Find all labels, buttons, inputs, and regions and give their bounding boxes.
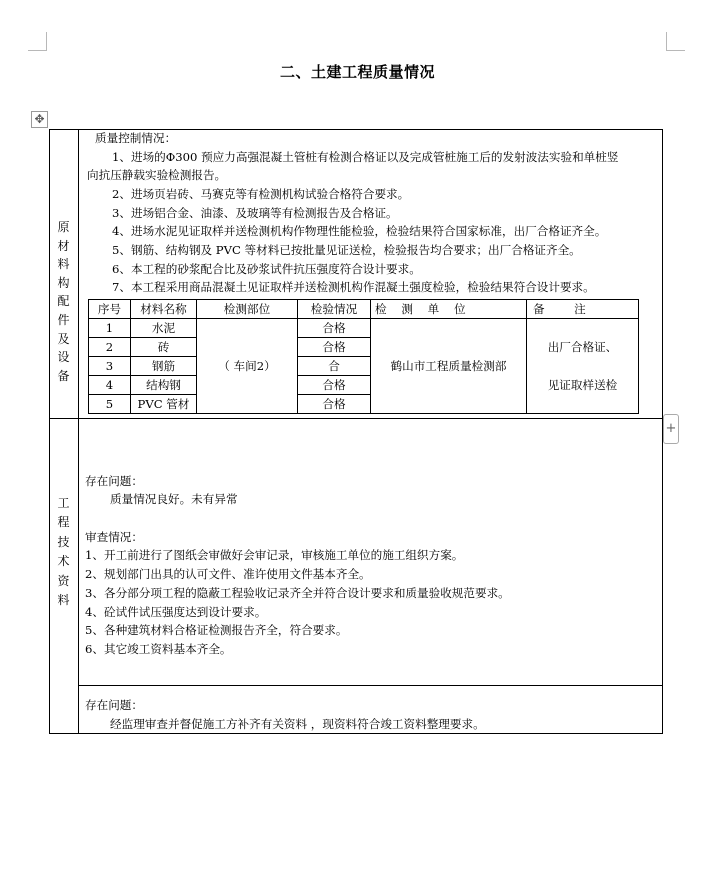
list-item: 4、砼试件试压强度达到设计要求。 bbox=[85, 605, 267, 619]
header-location: 检测部位 bbox=[197, 300, 298, 319]
page-corner-mark-right bbox=[666, 32, 685, 51]
header-unit: 检 测 单 位 bbox=[371, 300, 527, 319]
page-title: 二、土建工程质量情况 bbox=[279, 63, 435, 81]
label-column-divider bbox=[78, 129, 79, 733]
issues-text: 质量情况良好。未有异常 bbox=[110, 492, 238, 506]
list-item: 4、进场水泥见证取样并送检测机构作物理性能检验，检验结果符合国家标准，出厂合格证齐全。 bbox=[112, 224, 607, 238]
issues2-text: 经监理审查并督促施工方补齐有关资料 ，现资料符合竣工资料整理要求。 bbox=[110, 717, 485, 731]
row-material: 砖 bbox=[131, 338, 197, 357]
section-label-materials: 原 材 料 构 配 件 及 设 备 bbox=[57, 220, 70, 383]
testing-unit-cell: 鹤山市工程质量检测部 bbox=[371, 319, 527, 414]
row-no: 1 bbox=[89, 319, 131, 338]
list-item: 向抗压静载实验检测报告。 bbox=[87, 168, 227, 182]
section-label-tech-docs: 工 程 技 术 资 料 bbox=[57, 496, 70, 608]
list-item: 3、各分部分项工程的隐蔽工程验收记录齐全并符合设计要求和质量验收规范要求。 bbox=[85, 586, 510, 600]
table-header-row bbox=[89, 300, 639, 319]
review-heading: 审查情况： bbox=[85, 530, 143, 544]
list-item: 7、本工程采用商品混凝土见证取样并送检测机构作混凝土强度检验，检验结果符合设计要求。 bbox=[112, 280, 595, 294]
section-divider bbox=[49, 418, 662, 419]
row-result: 合 bbox=[298, 357, 371, 376]
row-result: 合格 bbox=[298, 319, 371, 338]
materials-table bbox=[88, 299, 639, 414]
header-material: 材料名称 bbox=[131, 300, 197, 319]
table-row bbox=[89, 319, 639, 338]
row-no: 2 bbox=[89, 338, 131, 357]
list-item: 5、钢筋、结构钢及 PVC 等材料已按批量见证送检，检验报告均合要求；出厂合格证齐全。 bbox=[112, 243, 581, 257]
list-item: 2、规划部门出具的认可文件、准许使用文件基本齐全。 bbox=[85, 567, 371, 581]
list-item: 5、各种建筑材料合格证检测报告齐全，符合要求。 bbox=[85, 623, 348, 637]
list-item: 3、进场铝合金、油漆、及玻璃等有检测报告及合格证。 bbox=[112, 206, 398, 220]
table-move-icon[interactable]: ✥ bbox=[31, 111, 48, 128]
quality-control-heading: 质量控制情况： bbox=[95, 131, 177, 145]
row-material: PVC 管材 bbox=[131, 395, 197, 414]
row-material: 钢筋 bbox=[131, 357, 197, 376]
row-no: 4 bbox=[89, 376, 131, 395]
list-item: 1、开工前进行了图纸会审做好会审记录，审核施工单位的施工组织方案。 bbox=[85, 548, 464, 562]
row-result: 合格 bbox=[298, 376, 371, 395]
subsection-divider bbox=[78, 685, 662, 686]
remark-cell: 出厂合格证、 见证取样送检 bbox=[527, 319, 639, 414]
list-item: 2、进场页岩砖、马赛克等有检测机构试验合格符合要求。 bbox=[112, 187, 410, 201]
header-remark: 备 注 bbox=[527, 300, 639, 319]
list-item: 6、其它竣工资料基本齐全。 bbox=[85, 642, 232, 656]
row-material: 结构钢 bbox=[131, 376, 197, 395]
row-no: 3 bbox=[89, 357, 131, 376]
row-result: 合格 bbox=[298, 395, 371, 414]
issues2-heading: 存在问题： bbox=[85, 698, 143, 712]
row-result: 合格 bbox=[298, 338, 371, 357]
header-result: 检验情况 bbox=[298, 300, 371, 319]
header-no: 序号 bbox=[89, 300, 131, 319]
list-item: 6、本工程的砂浆配合比及砂浆试件抗压强度符合设计要求。 bbox=[112, 262, 421, 276]
table-add-column-icon[interactable]: + bbox=[663, 414, 679, 444]
issues-heading: 存在问题： bbox=[85, 474, 143, 488]
page-corner-mark-left bbox=[28, 32, 47, 51]
list-item: 1、进场的Φ300 预应力高强混凝土管桩有检测合格证以及完成管桩施工后的发射波法实验和单桩竖 bbox=[112, 150, 619, 164]
row-material: 水泥 bbox=[131, 319, 197, 338]
location-cell: （ 车间2） bbox=[197, 319, 298, 414]
row-no: 5 bbox=[89, 395, 131, 414]
